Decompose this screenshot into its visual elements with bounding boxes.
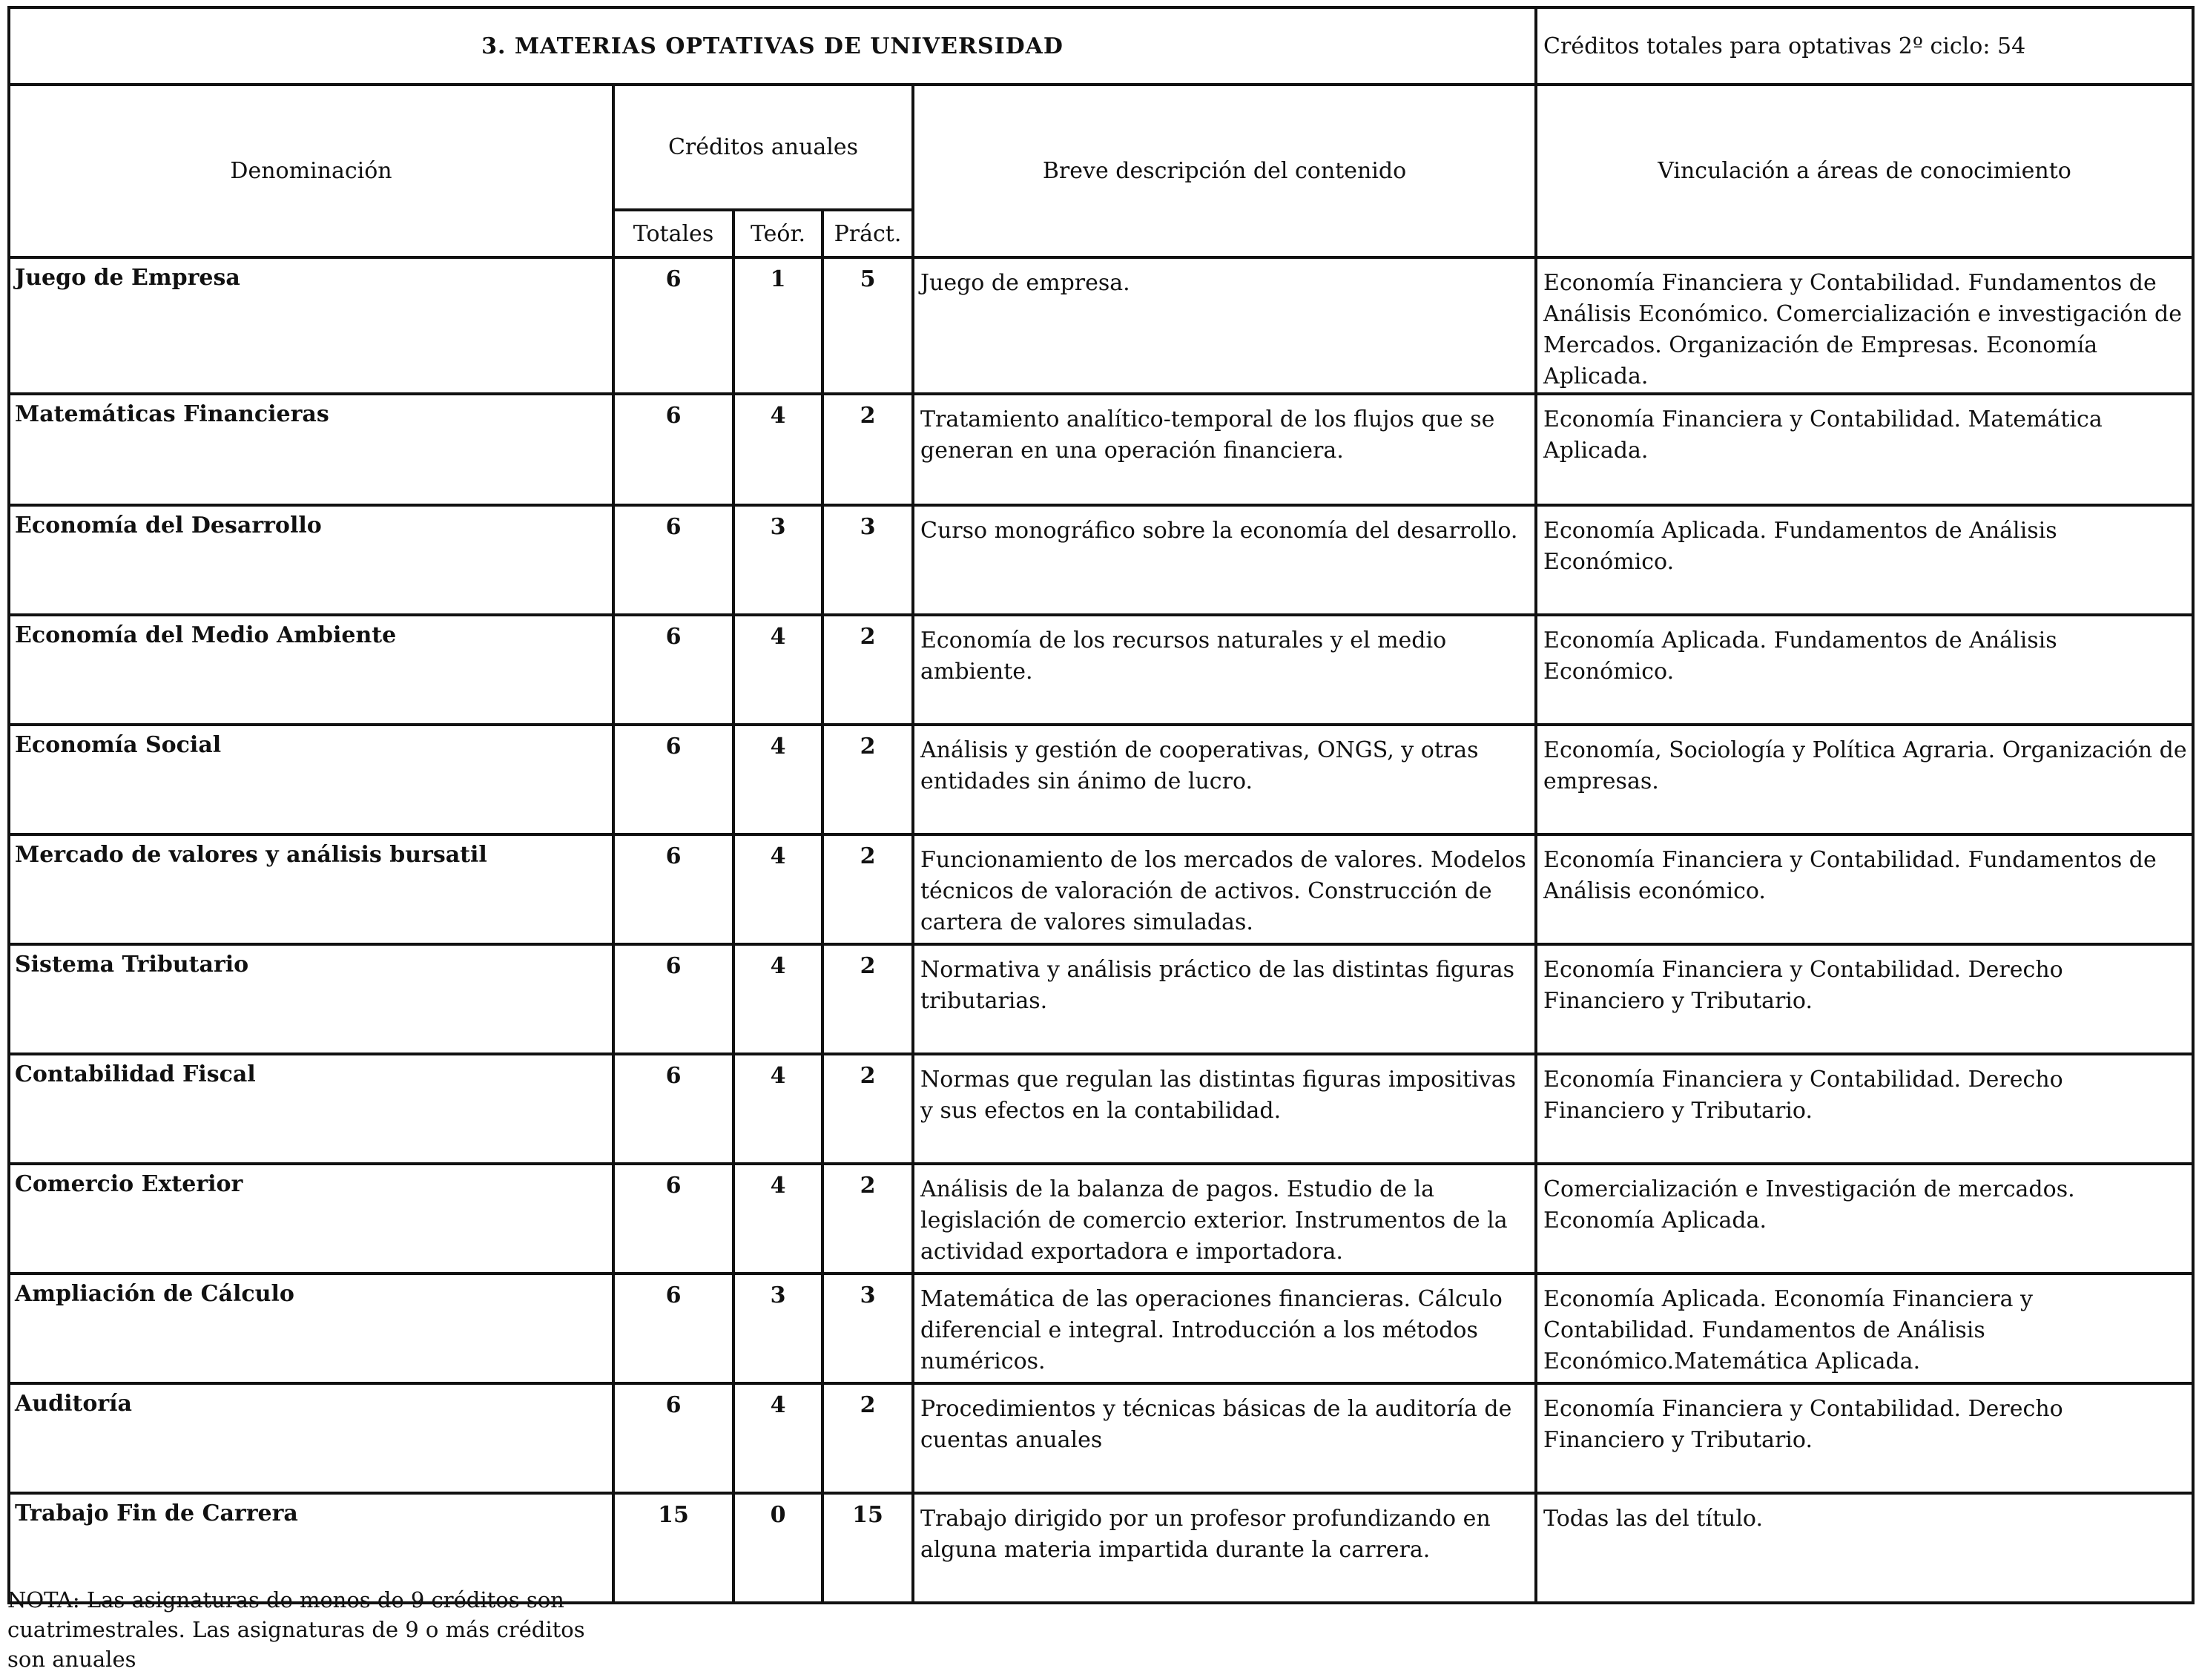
header-denominacion: Denominación (9, 85, 613, 257)
credits-total: 6 (613, 944, 733, 1054)
credits-practice: 2 (822, 394, 913, 505)
knowledge-areas: Comercialización e Investigación de mercados. Economía Aplicada. (1536, 1164, 2193, 1274)
credits-practice: 5 (822, 257, 913, 394)
credits-practice: 3 (822, 1274, 913, 1383)
content-description: Procedimientos y técnicas básicas de la auditoría de cuentas anuales (913, 1383, 1536, 1493)
content-description: Normas que regulan las distintas figuras impositivas y sus efectos en la contabilidad. (913, 1054, 1536, 1164)
credits-total: 6 (613, 505, 733, 615)
table-row (9, 1383, 2193, 1493)
table-row (9, 394, 2193, 505)
content-description: Curso monográfico sobre la economía del desarrollo. (913, 505, 1536, 615)
content-description: Tratamiento analítico-temporal de los flujos que se generan en una operación financiera. (913, 394, 1536, 505)
knowledge-areas: Economía Aplicada. Economía Financiera y Contabilidad. Fundamentos de Análisis Económico.Matemática Aplicada. (1536, 1274, 2193, 1383)
knowledge-areas: Economía Financiera y Contabilidad. Derecho Financiero y Tributario. (1536, 944, 2193, 1054)
credits-theory: 3 (733, 505, 822, 615)
optativas-table (7, 6, 2195, 1604)
credits-total: 6 (613, 1274, 733, 1383)
table-row (9, 1054, 2193, 1164)
content-description: Juego de empresa. (913, 257, 1536, 394)
credits-total: 6 (613, 615, 733, 725)
subject-name: Economía Social (9, 725, 613, 834)
credits-practice: 2 (822, 1054, 913, 1164)
credits-total: 6 (613, 1164, 733, 1274)
knowledge-areas: Economía Financiera y Contabilidad. Matemática Aplicada. (1536, 394, 2193, 505)
credits-practice: 15 (822, 1493, 913, 1603)
credits-total: 6 (613, 725, 733, 834)
knowledge-areas: Economía Financiera y Contabilidad. Derecho Financiero y Tributario. (1536, 1383, 2193, 1493)
total-credits: Créditos totales para optativas 2º ciclo: 54 (1536, 7, 2193, 85)
credits-practice: 2 (822, 1164, 913, 1274)
header-totales: Totales (613, 210, 733, 257)
credits-total: 6 (613, 257, 733, 394)
credits-total: 6 (613, 1054, 733, 1164)
header-row (9, 85, 2193, 210)
header-descripcion: Breve descripción del contenido (913, 85, 1536, 257)
content-description: Funcionamiento de los mercados de valores. Modelos técnicos de valoración de activos. Construcción de cartera de valores simuladas. (913, 834, 1536, 944)
content-description: Trabajo dirigido por un profesor profundizando en alguna materia impartida durante la carrera. (913, 1493, 1536, 1603)
content-description: Análisis de la balanza de pagos. Estudio de la legislación de comercio exterior. Instrumentos de la actividad exportadora e importadora. (913, 1164, 1536, 1274)
table-title: 3. MATERIAS OPTATIVAS DE UNIVERSIDAD (9, 7, 1536, 85)
subject-name: Trabajo Fin de Carrera (9, 1493, 613, 1603)
credits-theory: 1 (733, 257, 822, 394)
credits-practice: 2 (822, 1383, 913, 1493)
credits-theory: 4 (733, 394, 822, 505)
subject-name: Economía del Desarrollo (9, 505, 613, 615)
credits-total: 6 (613, 1383, 733, 1493)
credits-theory: 4 (733, 725, 822, 834)
table-row (9, 505, 2193, 615)
knowledge-areas: Economía Financiera y Contabilidad. Fundamentos de Análisis Económico. Comercialización e investigación de Mercados. Organización de Empresas. Economía Aplicada. (1536, 257, 2193, 394)
credits-theory: 0 (733, 1493, 822, 1603)
credits-practice: 2 (822, 725, 913, 834)
title-row (9, 7, 2193, 85)
table-row (9, 725, 2193, 834)
table-row (9, 615, 2193, 725)
credits-practice: 3 (822, 505, 913, 615)
header-teor: Teór. (733, 210, 822, 257)
table-row (9, 1164, 2193, 1274)
credits-theory: 4 (733, 615, 822, 725)
header-pract: Práct. (822, 210, 913, 257)
header-creditos: Créditos anuales (613, 85, 913, 210)
credits-theory: 4 (733, 834, 822, 944)
credits-theory: 4 (733, 1164, 822, 1274)
subject-name: Ampliación de Cálculo (9, 1274, 613, 1383)
content-description: Economía de los recursos naturales y el medio ambiente. (913, 615, 1536, 725)
knowledge-areas: Economía, Sociología y Política Agraria. Organización de empresas. (1536, 725, 2193, 834)
table-row (9, 834, 2193, 944)
subject-name: Matemáticas Financieras (9, 394, 613, 505)
credits-total: 15 (613, 1493, 733, 1603)
subject-name: Auditoría (9, 1383, 613, 1493)
knowledge-areas: Economía Financiera y Contabilidad. Fundamentos de Análisis económico. (1536, 834, 2193, 944)
subject-name: Contabilidad Fiscal (9, 1054, 613, 1164)
knowledge-areas: Todas las del título. (1536, 1493, 2193, 1603)
content-description: Análisis y gestión de cooperativas, ONGS, y otras entidades sin ánimo de lucro. (913, 725, 1536, 834)
credits-total: 6 (613, 834, 733, 944)
credits-theory: 4 (733, 1383, 822, 1493)
table-row (9, 257, 2193, 394)
footnote: NOTA: Las asignaturas de menos de 9 créditos son cuatrimestrales. Las asignaturas de 9 o más créditos son anuales (7, 1587, 585, 1672)
subject-name: Mercado de valores y análisis bursatil (9, 834, 613, 944)
credits-theory: 4 (733, 944, 822, 1054)
credits-theory: 4 (733, 1054, 822, 1164)
content-description: Matemática de las operaciones financieras. Cálculo diferencial e integral. Introducción a los métodos numéricos. (913, 1274, 1536, 1383)
knowledge-areas: Economía Aplicada. Fundamentos de Análisis Económico. (1536, 615, 2193, 725)
subject-name: Juego de Empresa (9, 257, 613, 394)
credits-total: 6 (613, 394, 733, 505)
credits-practice: 2 (822, 834, 913, 944)
credits-theory: 3 (733, 1274, 822, 1383)
subject-name: Comercio Exterior (9, 1164, 613, 1274)
credits-practice: 2 (822, 944, 913, 1054)
header-vinculacion: Vinculación a áreas de conocimiento (1536, 85, 2193, 257)
table-row (9, 1274, 2193, 1383)
subject-name: Sistema Tributario (9, 944, 613, 1054)
content-description: Normativa y análisis práctico de las distintas figuras tributarias. (913, 944, 1536, 1054)
subject-name: Economía del Medio Ambiente (9, 615, 613, 725)
knowledge-areas: Economía Aplicada. Fundamentos de Análisis Económico. (1536, 505, 2193, 615)
credits-practice: 2 (822, 615, 913, 725)
table-row (9, 944, 2193, 1054)
knowledge-areas: Economía Financiera y Contabilidad. Derecho Financiero y Tributario. (1536, 1054, 2193, 1164)
